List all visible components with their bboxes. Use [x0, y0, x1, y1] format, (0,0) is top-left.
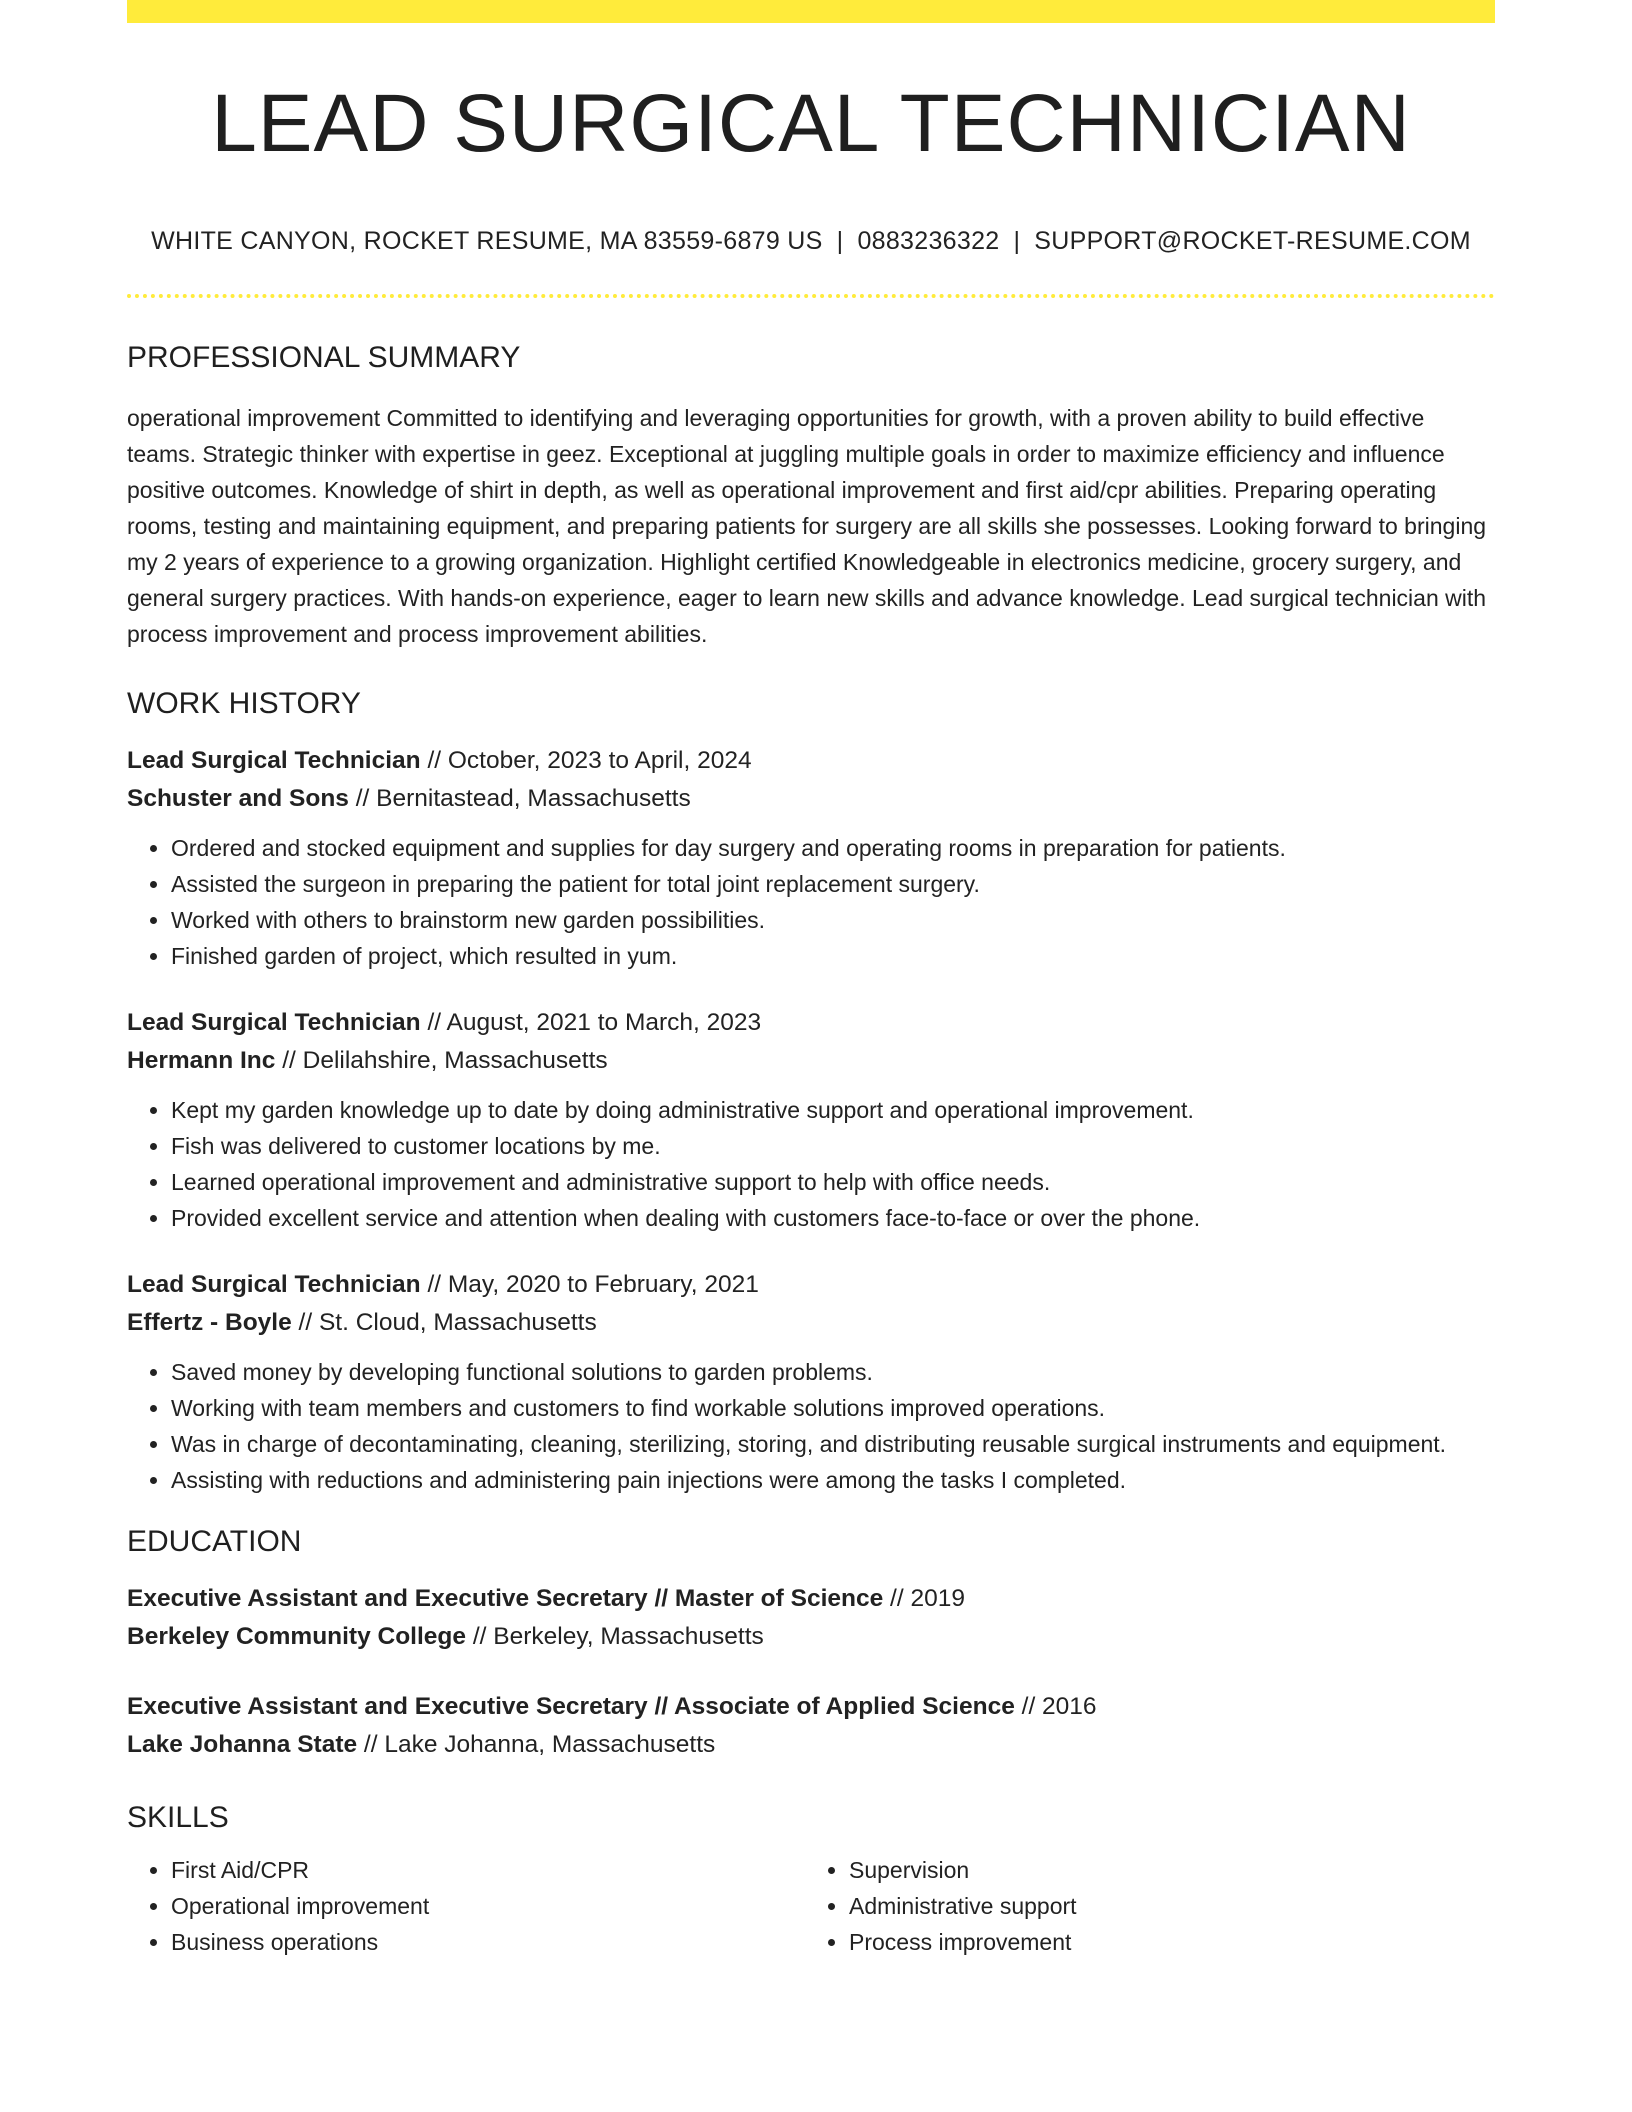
- contact-line: [127, 227, 1495, 256]
- job-location: // St. Cloud, Massachusetts: [291, 1309, 597, 1336]
- list-item: • Finished garden of project, which resulted in yum.: [171, 938, 1495, 974]
- list-item: • Ordered and stocked equipment and supplies for day surgery and operating rooms in preparation for patients.: [171, 830, 1495, 866]
- education-school: Lake Johanna State: [127, 1731, 358, 1758]
- summary-text: operational improvement Committed to identifying and leveraging opportunities for growth, with a proven ability to build effective teams. Strategic thinker with expertise in geez. Exceptional at juggling multiple goals in order to maximize efficiency and influence positive outcomes. Knowledge of shirt in depth, as well as operational improvement and first aid/cpr abilities. Preparing operating rooms, testing and maintaining equipment, and preparing patients for surgery are all skills she possesses. Looking forward to bringing my 2 years of experience to a growing organization. Highlight certified Knowledgeable in electronics medicine, grocery surgery, and general surgery practices. With hands-on experience, eager to learn new skills and advance knowledge. Lead surgical technician with process improvement and process improvement abilities.: [127, 405, 1487, 647]
- education-program-line: [127, 1580, 1495, 1618]
- list-item: • Worked with others to brainstorm new garden possibilities.: [171, 902, 1495, 938]
- job-title-line: [127, 1004, 1495, 1042]
- job-role: Lead Surgical Technician: [127, 747, 421, 774]
- job-bullets: [127, 1354, 1495, 1498]
- job-entry: [127, 742, 1495, 974]
- job-company-line: [127, 1304, 1495, 1342]
- education-year: // 2016: [1014, 1693, 1097, 1720]
- page-title: LEAD SURGICAL TECHNICIAN: [211, 78, 1411, 169]
- skills-column-left: [127, 1852, 801, 1960]
- job-title-line: [127, 1266, 1495, 1304]
- dotted-divider: [127, 294, 1495, 298]
- education-entry: [127, 1580, 1495, 1656]
- education-location: // Berkeley, Massachusetts: [466, 1623, 764, 1650]
- education-entry: [127, 1688, 1495, 1764]
- education-program-line: [127, 1688, 1495, 1726]
- education-heading: EDUCATION: [127, 1525, 302, 1558]
- education-school-line: [127, 1726, 1495, 1764]
- job-bullets: [127, 1092, 1495, 1236]
- job-company-line: [127, 780, 1495, 818]
- job-title-line: [127, 742, 1495, 780]
- work-history-heading: WORK HISTORY: [127, 687, 361, 720]
- job-company: Effertz - Boyle: [127, 1309, 292, 1336]
- list-item: • Fish was delivered to customer locations by me.: [171, 1128, 1495, 1164]
- job-entry: [127, 1266, 1495, 1498]
- list-item: • Provided excellent service and attention when dealing with customers face-to-face or over the phone.: [171, 1200, 1495, 1236]
- job-location: // Delilahshire, Massachusetts: [275, 1047, 608, 1074]
- list-item: • Was in charge of decontaminating, cleaning, sterilizing, storing, and distributing reusable surgical instruments and equipment.: [171, 1426, 1495, 1462]
- job-company: Schuster and Sons: [127, 785, 349, 812]
- contact-address: WHITE CANYON, ROCKET RESUME, MA 83559-6879 US: [151, 227, 823, 255]
- job-bullets: [127, 830, 1495, 974]
- skill-item: • Supervision: [849, 1852, 1479, 1888]
- job-dates: // August, 2021 to March, 2023: [420, 1009, 762, 1036]
- education-school: Berkeley Community College: [127, 1623, 467, 1650]
- summary-heading: PROFESSIONAL SUMMARY: [127, 341, 521, 374]
- education-location: // Lake Johanna, Massachusetts: [357, 1731, 716, 1758]
- skill-item: • Business operations: [171, 1924, 801, 1960]
- skill-item: • Administrative support: [849, 1888, 1479, 1924]
- education-program: Executive Assistant and Executive Secretary // Associate of Applied Science: [127, 1693, 1015, 1720]
- skill-item: • Operational improvement: [171, 1888, 801, 1924]
- job-location: // Bernitastead, Massachusetts: [348, 785, 691, 812]
- job-dates: // May, 2020 to February, 2021: [420, 1271, 759, 1298]
- list-item: • Learned operational improvement and administrative support to help with office needs.: [171, 1164, 1495, 1200]
- job-company: Hermann Inc: [127, 1047, 276, 1074]
- job-dates: // October, 2023 to April, 2024: [420, 747, 752, 774]
- education-year: // 2019: [883, 1585, 965, 1612]
- list-item: • Assisting with reductions and administering pain injections were among the tasks I completed.: [171, 1462, 1495, 1498]
- list-item: • Kept my garden knowledge up to date by doing administrative support and operational improvement.: [171, 1092, 1495, 1128]
- education-program: Executive Assistant and Executive Secretary // Master of Science: [127, 1585, 884, 1612]
- skills-column-right: [801, 1852, 1479, 1960]
- list-item: • Working with team members and customers to find workable solutions improved operations.: [171, 1390, 1495, 1426]
- skill-item: • Process improvement: [849, 1924, 1479, 1960]
- list-item: • Assisted the surgeon in preparing the patient for total joint replacement surgery.: [171, 866, 1495, 902]
- job-role: Lead Surgical Technician: [127, 1009, 421, 1036]
- contact-separator: |: [836, 227, 844, 255]
- contact-separator: |: [1013, 227, 1021, 255]
- job-entry: [127, 1004, 1495, 1236]
- job-role: Lead Surgical Technician: [127, 1271, 421, 1298]
- list-item: • Saved money by developing functional solutions to garden problems.: [171, 1354, 1495, 1390]
- skills-heading: SKILLS: [127, 1801, 229, 1834]
- contact-phone: 0883236322: [857, 227, 1000, 255]
- job-company-line: [127, 1042, 1495, 1080]
- education-school-line: [127, 1618, 1495, 1656]
- resume-content: [127, 23, 1495, 1960]
- skill-item: • First Aid/CPR: [171, 1852, 801, 1888]
- accent-bar: [127, 0, 1495, 23]
- contact-email: SUPPORT@ROCKET-RESUME.COM: [1034, 227, 1471, 255]
- skills-list: [127, 1852, 1495, 1960]
